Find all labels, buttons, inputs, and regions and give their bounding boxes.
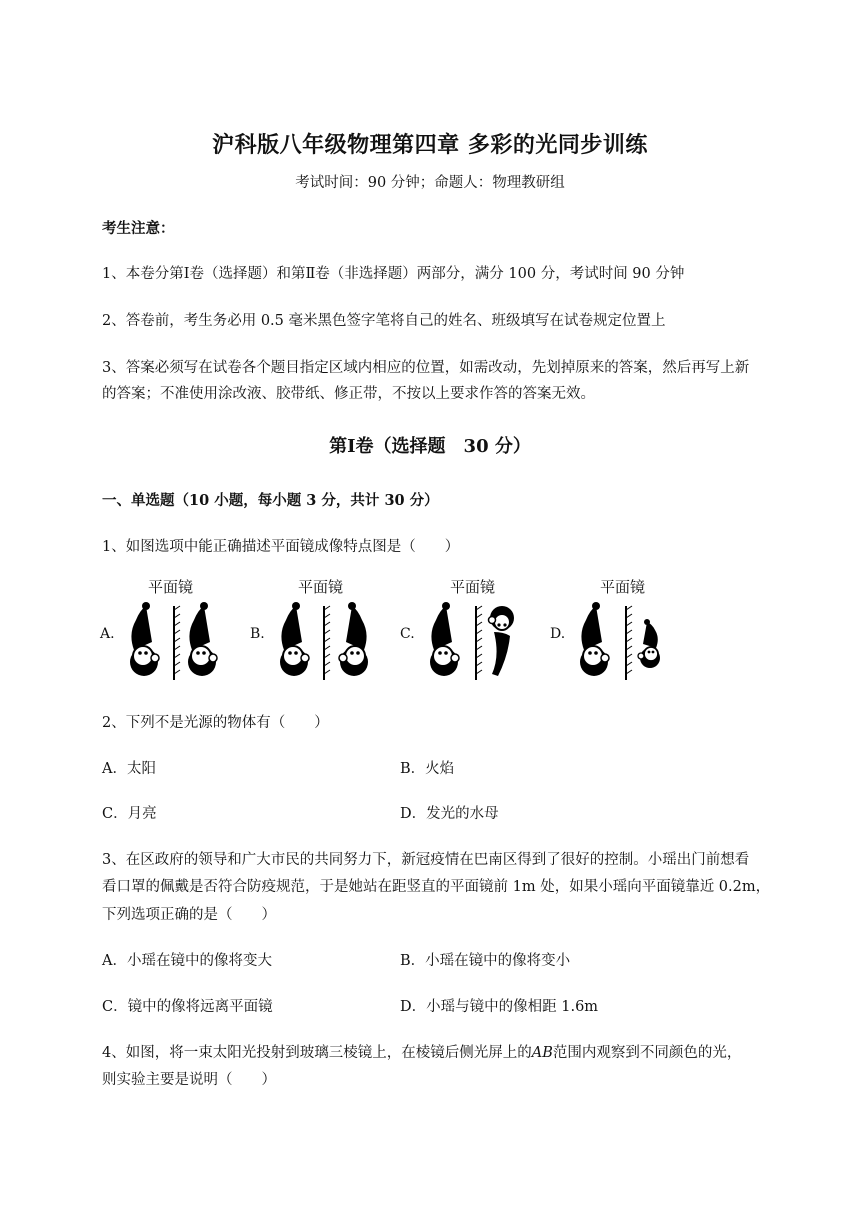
- part-title: 一、单选题（10 小题，每小题 3 分，共计 30 分）: [102, 492, 439, 509]
- question-3-option-a[interactable]: A．小瑶在镜中的像将变大: [102, 953, 272, 969]
- notice-item-3-cont: 的答案；不准使用涂改液、胶带纸、修正带，不按以上要求作答的答案无效。: [102, 386, 595, 402]
- page-title: 沪科版八年级物理第四章 多彩的光同步训练: [212, 132, 648, 158]
- question-1-figures: [100, 576, 680, 686]
- notice-item-3: 3、答案必须写在试卷各个题目指定区域内相应的位置，如需改动，先划掉原来的答案，然后再写上新: [102, 360, 750, 376]
- notice-item-2: 2、答卷前，考生务必用 0.5 毫米黑色签字笔将自己的姓名、班级填写在试卷规定位置上: [102, 313, 666, 329]
- mirror-label: 平面镜: [450, 578, 496, 596]
- figure-d[interactable]: [550, 576, 690, 686]
- question-4-stem-part2: 范围内观察到不同颜色的光，: [552, 1045, 742, 1061]
- question-2-option-b[interactable]: B．火焰: [400, 761, 455, 777]
- question-4-stem-line1: [102, 1041, 741, 1062]
- question-4-ab-symbol: AB: [531, 1045, 553, 1061]
- question-3-stem-line3: 下列选项正确的是（ ）: [102, 907, 276, 923]
- notice-heading: 考生注意：: [102, 220, 175, 237]
- question-3-stem-line1: 3、在区政府的领导和广大市民的共同努力下，新冠疫情在巴南区得到了很好的控制。小瑶出门前想看: [102, 852, 750, 868]
- snowman-mirror-icon: [550, 576, 690, 686]
- question-3-option-d[interactable]: D．小瑶与镜中的像相距 1.6m: [400, 999, 599, 1015]
- mirror-label: 平面镜: [148, 578, 194, 596]
- figure-option-label: D.: [550, 626, 566, 642]
- figure-option-label: A.: [100, 626, 115, 642]
- question-2-option-c[interactable]: C．月亮: [102, 806, 157, 822]
- snowman-mirror-icon: [250, 576, 390, 686]
- question-2-stem: 2、下列不是光源的物体有（ ）: [102, 715, 329, 731]
- question-4-stem-line2: 则实验主要是说明（ ）: [102, 1072, 276, 1088]
- figure-option-label: B.: [250, 626, 265, 642]
- section-title: 第Ⅰ卷（选择题 30 分）: [329, 436, 531, 457]
- figure-b[interactable]: [250, 576, 390, 686]
- question-3-option-c[interactable]: C．镜中的像将远离平面镜: [102, 999, 273, 1015]
- question-3-option-b[interactable]: B．小瑶在镜中的像将变小: [400, 953, 571, 969]
- question-2-option-d[interactable]: D．发光的水母: [400, 806, 499, 822]
- question-2-option-a[interactable]: A．太阳: [102, 761, 156, 777]
- question-3-stem-line2: 看口罩的佩戴是否符合防疫规范，于是她站在距竖直的平面镜前 1m 处，如果小瑶向平面镜靠近 0.2m，: [102, 879, 771, 895]
- notice-item-1: 1、本卷分第Ⅰ卷（选择题）和第Ⅱ卷（非选择题）两部分，满分 100 分，考试时间 90 分钟: [102, 266, 685, 282]
- question-1-stem: 1、如图选项中能正确描述平面镜成像特点图是（ ）: [102, 539, 460, 555]
- question-4-stem-part1: 4、如图，将一束太阳光投射到玻璃三棱镜上，在棱镜后侧光屏上的: [102, 1045, 532, 1061]
- figure-c[interactable]: [400, 576, 540, 686]
- snowman-mirror-icon: [100, 576, 240, 686]
- mirror-label: 平面镜: [298, 578, 344, 596]
- figure-option-label: C.: [400, 626, 415, 642]
- snowman-mirror-icon: [400, 576, 540, 686]
- exam-info: 考试时间：90 分钟；命题人：物理教研组: [295, 175, 565, 191]
- mirror-label: 平面镜: [600, 578, 646, 596]
- figure-a[interactable]: [100, 576, 240, 686]
